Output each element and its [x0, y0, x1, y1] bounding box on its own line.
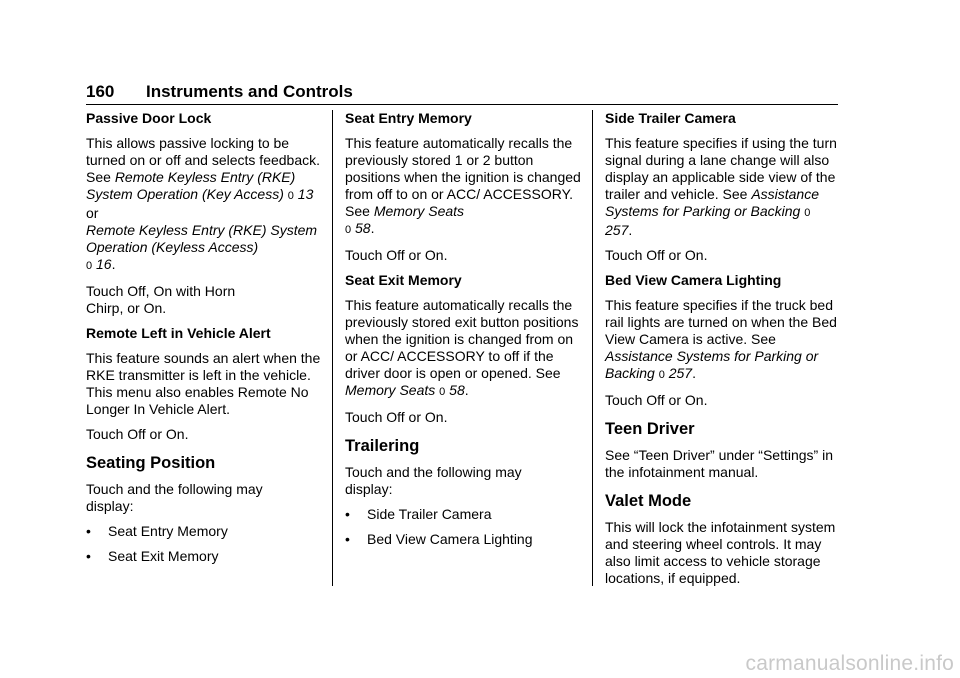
subheading-seat-exit-memory: Seat Exit Memory: [345, 272, 462, 288]
page-reference[interactable]: 13: [297, 186, 314, 202]
bullet-icon: •: [345, 531, 350, 547]
list-item-text: Bed View Camera Lighting: [367, 531, 533, 547]
column-divider: [592, 110, 593, 586]
body-text: This feature specifies if the truck bed rail lights are turned on when the Bed View Camera is active. See: [605, 297, 837, 347]
options-bed-view-lighting: Touch Off or On.: [605, 392, 708, 408]
paragraph-seat-entry-memory: This feature automatically recalls the previously stored 1 or 2 button positions when the ignition is changed from off to on or ACC/ ACCESSORY. See Memory Seats 0 58.: [345, 135, 581, 236]
cross-reference-link[interactable]: Remote Keyless Entry (RKE) System Operation (Keyless Access): [86, 222, 318, 255]
paragraph-teen-driver: See “Teen Driver” under “Settings” in the infotainment manual.: [605, 447, 833, 480]
body-text: This feature automatically recalls the previously stored exit button positions when the ignition is changed from on or ACC/ ACCESSORY to off if the driver door is open or opened. See: [345, 297, 579, 381]
column-left: [86, 110, 326, 573]
list-item: [86, 523, 326, 540]
column-middle: [345, 110, 585, 556]
options-seat-exit-memory: Touch Off or On.: [345, 409, 448, 425]
cross-reference-link[interactable]: Assistance Systems for Parking or Backing: [605, 186, 820, 219]
page-ref-arrow-icon: 0: [86, 260, 93, 272]
page-reference[interactable]: 257: [668, 365, 693, 381]
cross-reference-link[interactable]: Remote Keyless Entry (RKE) System Operation (Key Access): [86, 169, 296, 202]
subheading-remote-left-alert: Remote Left in Vehicle Alert: [86, 325, 271, 341]
page-ref-arrow-icon: 0: [345, 224, 352, 236]
list-item-text: Seat Exit Memory: [108, 548, 219, 564]
list-item-text: Side Trailer Camera: [367, 506, 492, 522]
subheading-passive-door-lock: Passive Door Lock: [86, 110, 212, 126]
page-ref-arrow-icon: 0: [439, 386, 446, 398]
paragraph-bed-view-lighting: This feature specifies if the truck bed rail lights are turned on when the Bed View Camera is active. See Assistance Systems for Parking or Backing 0 257.: [605, 297, 837, 381]
paragraph-valet-mode: This will lock the infotainment system and steering wheel controls. It may also limit access to vehicle storage locations, if equipped.: [605, 519, 836, 586]
bullet-icon: •: [86, 523, 91, 539]
page-header: [86, 82, 838, 105]
cross-reference-link[interactable]: Memory Seats: [345, 382, 436, 398]
page-reference[interactable]: 58: [355, 220, 371, 236]
column-right: [605, 110, 841, 595]
heading-teen-driver: Teen Driver: [605, 420, 695, 438]
heading-trailering: Trailering: [345, 437, 420, 455]
page-ref-arrow-icon: 0: [804, 207, 811, 219]
body-text: This allows passive locking to be turned on or off and selects feedback. See: [86, 135, 321, 185]
heading-valet-mode: Valet Mode: [605, 492, 692, 510]
subheading-seat-entry-memory: Seat Entry Memory: [345, 110, 472, 126]
page-ref-arrow-icon: 0: [287, 190, 294, 202]
page-reference[interactable]: 58: [449, 382, 465, 398]
bullet-icon: •: [86, 548, 91, 564]
options-side-trailer-camera: Touch Off or On.: [605, 247, 708, 263]
page-reference[interactable]: 257: [605, 222, 629, 238]
options-seat-entry-memory: Touch Off or On.: [345, 247, 448, 263]
options-passive-door-lock: Touch Off, On with Horn Chirp, or On.: [86, 283, 236, 316]
column-divider: [332, 110, 333, 586]
list-item: [86, 548, 326, 565]
paragraph-side-trailer-camera: This feature specifies if using the turn signal during a lane change will also display an applicable side view of the trailer and vehicle. See Assistance Systems for Parking or Backing 0 257.: [605, 135, 837, 238]
section-title: Instruments and Controls: [146, 82, 353, 101]
subheading-bed-view-lighting: Bed View Camera Lighting: [605, 272, 782, 288]
subheading-side-trailer-camera: Side Trailer Camera: [605, 110, 736, 126]
bullet-icon: •: [345, 506, 350, 522]
options-remote-left-alert: Touch Off or On.: [86, 426, 189, 442]
heading-seating-position: Seating Position: [86, 454, 216, 472]
page-reference[interactable]: 16: [96, 256, 112, 272]
body-text: or: [86, 205, 99, 221]
paragraph-passive-door-lock: This allows passive locking to be turned on or off and selects feedback. See Remote Keyless Entry (RKE) System Operation (Key Access) 0 13 or Remote Keyless Entry (RKE) System Operation (Keyless Access) 0 16.: [86, 135, 321, 272]
paragraph-seating-intro: Touch and the following may display:: [86, 481, 263, 514]
paragraph-trailering-intro: Touch and the following may display:: [345, 464, 522, 497]
list-item-text: Seat Entry Memory: [108, 523, 228, 539]
watermark: carmanualsonline.info: [745, 652, 954, 675]
list-item: [345, 531, 585, 548]
page-number: 160: [86, 82, 115, 101]
paragraph-seat-exit-memory: This feature automatically recalls the previously stored exit button positions when the ignition is changed from on or ACC/ ACCESSORY to off if the driver door is open or opened. See Memory Seats 0 58.: [345, 297, 579, 398]
paragraph-remote-left-alert: This feature sounds an alert when the RKE transmitter is left in the vehicle. This menu also enables Remote No Longer In Vehicle Alert.: [86, 350, 321, 417]
body-text: This feature automatically recalls the previously stored 1 or 2 button positions when the ignition is changed from off to on or ACC/ ACCESSORY. See: [345, 135, 581, 219]
cross-reference-link[interactable]: Memory Seats: [373, 203, 465, 219]
list-item: [345, 506, 585, 523]
page-ref-arrow-icon: 0: [658, 369, 665, 381]
cross-reference-link[interactable]: Assistance Systems for Parking or Backing: [605, 348, 819, 381]
body-text: This feature specifies if using the turn signal during a lane change will also display an applicable side view of the trailer and vehicle. See: [605, 135, 837, 202]
